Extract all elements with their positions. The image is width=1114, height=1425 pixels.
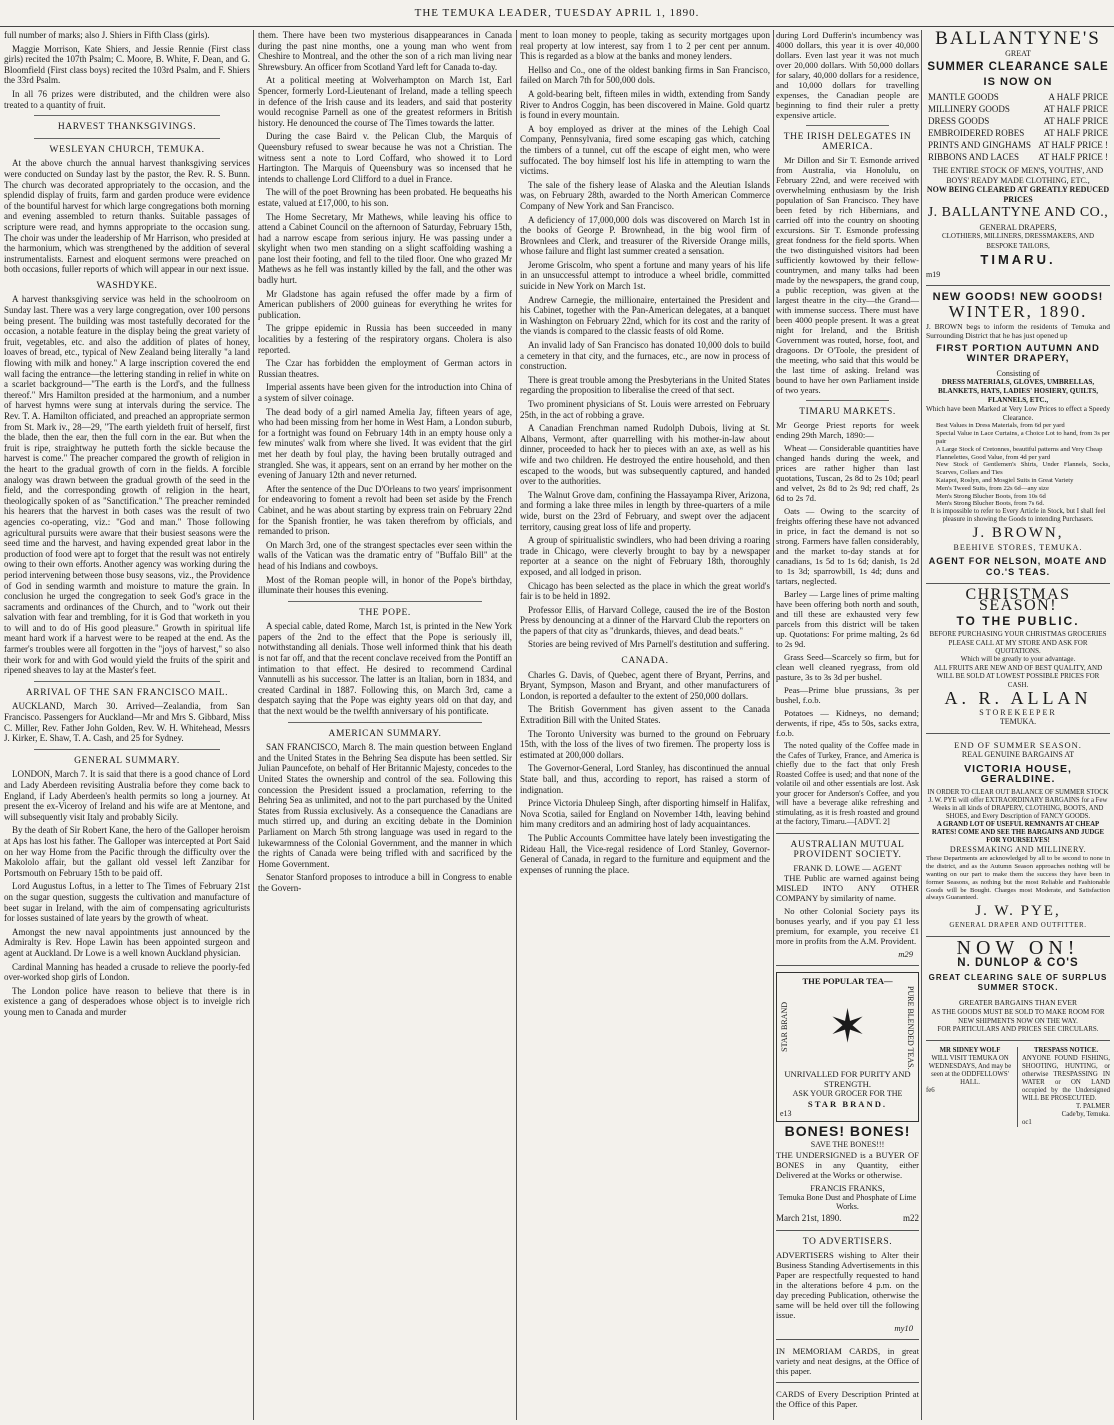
ad-code: m19 [926, 269, 941, 279]
divider [34, 115, 220, 116]
paragraph: The Public Accounts Committee have lately been investigating the Rideau Hall, the Vice-regal residence of Lord Stanley, Governor-General of Canada, in regard to the furniture and equipment and the expenses of running the place. [520, 832, 770, 875]
new-goods-intro: J. BROWN begs to inform the residents of Temuka and Surrounding District that he has just opened up [926, 321, 1110, 340]
paragraph: The Walnut Grove dam, confining the Hassayampa River, Arizona, and forming a lake three miles in length by three-quarters of a mile wide, burst on the 23rd of February, and swept over the adjacent territory, causing great loss of life and property. [520, 489, 770, 532]
paragraph: Charles G. Davis, of Quebec, agent there of Bryant, Perrins, and Bryant, Sympson, Mason and Bryant, and other manufacturers of London, is reported a defaulter to the extent of 250,000 dollars. [520, 669, 770, 701]
paragraph: A Canadian Frenchman named Rudolph Dubois, living at St. Albans, Vermont, after quarrelling with his mother-in-law about dinner, proceeded to hack her to pieces with an axe, as well as his wife and two children. He destroyed the entire household, and then escaped to the woods, but was subsequently captured, and handed over to the authorities. [520, 423, 770, 487]
column-rule [253, 30, 254, 1420]
section-heading: WASHDYKE. [96, 280, 158, 291]
divider [776, 1339, 919, 1340]
paragraph: A boy employed as driver at the mines of the Lehigh Coal Company, Pennsylvania, fired some escaping gas which, catching the timbers of a tunnel, cut off the escape of eight men, who were suffocated. The boy himself lost his life in attempting to warn the victims. [520, 123, 770, 177]
section-heading: THE POPE. [359, 607, 411, 618]
paragraph: Professor Ellis, of Harvard College, caused the ire of the Boston Press by denouncing at a dinner of the Harvard Club the reporters on the papers of that city as "drunkards, thieves, and dead beats." [520, 604, 770, 636]
paragraph: ment to loan money to people, taking as security mortgages upon real property at low interest, say from 1 to 2 per cent per annum. This is regarded as a blow at the banks and money lenders. [520, 30, 770, 62]
paragraph: No other Colonial Society pays its bonuses yearly, and if you pay £1 less premium, for example, you receive £1 more in profits from the A.M. Provident. [776, 905, 919, 946]
item-price: AT HALF PRICE [1043, 128, 1108, 139]
tea-advert [776, 972, 919, 1123]
ballantyne-name: BALLANTYNE'S [935, 30, 1101, 49]
paragraph: Hellso and Co., one of the oldest banking firms in San Francisco, failed on March 7th for 500,000 dols. [520, 64, 770, 86]
pye-name: J. W. PYE, [975, 903, 1061, 920]
divider [34, 681, 220, 682]
brown-agent: AGENT FOR NELSON, MOATE AND CO.'S TEAS. [928, 556, 1108, 577]
paragraph: Mr Gladstone has again refused the offer made by a firm of American publishers of 2000 guineas for everything he writes for publication. [258, 288, 512, 320]
list-item: New Stock of Gentlemen's Shirts, Under Flannels, Socks, Scarves, Collars and Ties [936, 461, 1110, 477]
bones-address: Temuka Bone Dust and Phosphate of Lime Works. [778, 1192, 917, 1212]
christmas-advantage: Which will be greatly to your advantage. [960, 655, 1076, 664]
paragraph: At a political meeting at Wolverhampton on March 1st, Earl Spencer, formerly Lord-Lieutenant of Ireland, made a telling speech in defence of the Irish cause and its leaders, and said that posterity would recognise Parnell as one of the greatest reformers in British history. He denounced the course of The Times towards the latter. [258, 75, 512, 128]
paragraph: Jerome Griscolm, who spent a fortune and many years of his life in an unsuccessful attempt to introduce a wheel bridle, committed suicide in New York on March 1st. [520, 259, 770, 292]
paragraph: LONDON, March 7. It is said that there is a good chance of Lord and Lady Aberdeen revisiting Australia before they come back to England, if Lady Aberdeen's health permits so long a journey. At present the ex-Viceroy of Ireland and his wife are at Mentone, and will subsequently visit Italy and probably Sicily. [4, 769, 250, 822]
divider [288, 722, 482, 723]
list-item: Special Value in Lace Curtains, a Choice Lot to hand, from 3s per pair [936, 430, 1110, 445]
paragraph: Mr Dillon and Sir T. Esmonde arrived from Australia, via Honolulu, on February 22nd, and were received with overwhelming enthusiasm by the Irish population of San Francisco. They have been feted by rich Hibernians, and carried off into the country on shooting excursions. Sir T. Esmonde professing great fondness for the field sports. When the two distinguished visitors had been sufficiently kowtowed by their fellow-countrymen, and many talks had been made by the newspapers, the grand coup, a public reception, was given at the largest theatre in the city—the Grand—with immense success. There must have been 4000 people present. It was a great night for Ireland, and the British Government was routed, horse, foot, and dragoons. Dr O'Toole, the president of the meeting, who said that this would be the last time of asking. Ireland was bound to have her own Parliament inside of two years. [776, 155, 919, 395]
paragraph: The British Government has given assent to the Canada Extradition Bill with the United States. [520, 704, 770, 726]
dunlop-greater: GREATER BARGAINS THAN EVER [959, 997, 1077, 1007]
allan-role: STOREKEEPER [979, 707, 1057, 717]
paragraph: full number of marks; also J. Shiers in Fifth Class (girls). [4, 30, 210, 40]
end-season-title: END OF SUMMER SEASON. [954, 739, 1082, 750]
section-heading: TIMARU MARKETS. [799, 407, 896, 417]
paragraph: The Home Secretary, Mr Mathews, while leaving his office to attend a Cabinet Council on the afternoon of Saturday, February 15th, had a narrow escape from serious injury. He was passing under a skylight when two men standing on a slight scaffolding washing a pane lost their footing, and fell to the tiled floor. One who grazed Mr Mathews as he fell was instantly killed by the fall, and the other was badly hurt. [258, 211, 512, 286]
section-heading: WESLEYAN CHURCH, TEMUKA. [49, 144, 205, 155]
paragraph: The dead body of a girl named Amelia Jay, fifteen years of age, who had been missing from her home in West Ham, a London suburb, for a fortnight was found on February 14th in an empty house only a few minutes' walk from where she lived. It was evident that the girl met her death by foul play, the having been brutally outraged and strangled. She was, it appears, sent on an errand by her mother on the evening of January 12th and never returned. [258, 406, 512, 481]
item-name: EMBROIDERED ROBES [928, 128, 1025, 139]
paragraph: Stories are being revived of Mrs Parnell's destitution and suffering. [528, 639, 770, 650]
paragraph: Wheat — Considerable quantities have changed hands during the week, and prices are rather higher than last quotations, Tuscan, 2s 8d to 2s 10d; pearl and velvet, 2s 8d to 2s 9d; red chaff, 2s 6d to 2s 7d. [776, 443, 919, 503]
wolf-notice [926, 1047, 1018, 1127]
agent-line: FRANK D. LOWE — AGENT [793, 862, 902, 873]
list-item: Flannelettes, Good Value, from 4d per yard [936, 453, 1051, 461]
christmas-public: TO THE PUBLIC. [956, 613, 1080, 628]
paragraph: A gold-bearing belt, fifteen miles in width, extending from Sandy River to Andros Coggin, has been discovered in Maine. Gold quartz is found in every mountain. [520, 88, 770, 121]
list-item [926, 91, 1110, 103]
paragraph: In all 76 prizes were distributed, and the children were also treated to a quantity of fruit. [4, 88, 250, 110]
ballantyne-great: GREAT [1005, 48, 1031, 58]
new-goods-winter: WINTER, 1890. [948, 302, 1088, 322]
column-adverts-right [926, 30, 1110, 1420]
trespass-address: Cade'by, Temuka. [1061, 1110, 1110, 1118]
column-rule [516, 30, 517, 1420]
list-item: Men's Strong Blucher Boots, from 7s 6d. [936, 500, 1045, 508]
paragraph: Two prominent physicians of St. Louis were arrested on February 25th, in the act of robbing a grave. [520, 399, 770, 420]
paragraph: During the case Baird v. the Pelican Club, the Marquis of Queensbury refused to swear because he was not a Christian. The witness sent a note to Lord Coffard, who showed it to Lord Hartington. The Marquis of Queensbury was so incensed that he intends to challenge Lord Clifford to a duel in France. [258, 131, 512, 184]
wolf-title: MR SIDNEY WOLF [939, 1046, 1001, 1054]
paragraph: A group of spiritualistic swindlers, who had been driving a roaring trade in Chicago, were cleverly brought to bay by a newspaper reporter at a seance on the night of February 18th, thoroughly exposed, and all lodged in prison. [520, 535, 770, 577]
dunlop-sale: GREAT CLEARING SALE OF SURPLUS SUMMER STOCK. [928, 972, 1108, 993]
item-name: MILLINERY GOODS [928, 104, 1010, 115]
ad-code: m29 [898, 948, 913, 959]
wolf-body: WILL VISIT TEMUKA ON WEDNESDAYS, And may be seen at the ODDFELLOWS' HALL. [928, 1054, 1012, 1086]
bones-name: FRANCIS FRANKS, [810, 1182, 885, 1193]
paragraph: Potatoes — Kidneys, no demand; derwents, if ripe, 45s to 50s, sacks extra, f.o.b. [776, 708, 919, 738]
paragraph: Chicago has been selected as the place in which the great world's fair is to be held in 1892. [520, 580, 770, 602]
paragraph: Most of the Roman people will, in honor of the Pope's birthday, illuminate their houses this evening. [258, 574, 512, 596]
christmas-title: CHRISTMAS SEASON! [965, 586, 1071, 614]
ad-code: oc1 [1022, 1118, 1032, 1126]
paragraph: ADVERTISERS wishing to Alter their Business Standing Advertisements in this Paper are respectfully requested to hand in the alterations before 4 p.m. on the day preceding Publication, otherwise the same will be held over till the following issue. [776, 1249, 919, 1320]
paragraph: Peas—Prime blue prussians, 3s per bushel, f.o.b. [776, 685, 919, 705]
victoria-remnants: A GRAND LOT OF USEFUL REMNANTS AT CHEAP RATES! COME AND SEE THE BARGAINS AND JUDGE FOR YOURSELVES! [931, 820, 1105, 844]
list-item [926, 127, 1110, 139]
allan-town: TEMUKA. [999, 717, 1037, 727]
list-item: Men's Strong Blucher Boots, from 10s 6d [936, 492, 1046, 500]
paragraph: THE Public are warned against being MISLED INTO ANY OTHER COMPANY by similarity of name. [776, 872, 919, 903]
ballantyne-sale: SUMMER CLEARANCE SALE [927, 61, 1109, 74]
column-2 [258, 30, 512, 1420]
paragraph: Grass Seed—Scarcely so firm, but for clean well cleaned ryegrass, from old pasture, 3s to 3s 3d per bushel. [776, 652, 919, 682]
paragraph: Amongst the new naval appointments just announced by the Admiralty is Rev. Hope Lawin has been appointed surgeon and agent at Auckland. Dr Lowe is a well known Auckland physician. [4, 926, 250, 958]
pye-role: GENERAL DRAPER AND OUTFITTER. [949, 920, 1087, 929]
paragraph: Mr George Priest reports for week ending 29th March, 1890:— [776, 420, 919, 440]
list-item: A Large Stock of Cretonnes, beautiful patterns and Very Cheap [936, 445, 1103, 453]
paragraph: The will of the poet Browning has been probated. He bequeaths his estate, valued at £17,000, to his son. [258, 187, 512, 208]
victoria-house: VICTORIA HOUSE, GERALDINE. [964, 762, 1072, 786]
column-4 [776, 30, 919, 1420]
divider [776, 1230, 919, 1231]
item-price: A HALF PRICE [1048, 92, 1108, 103]
new-goods-first: FIRST PORTION AUTUMN AND WINTER DRAPERY, [936, 342, 1100, 365]
new-goods-list: DRESS MATERIALS, GLOVES, UMBRELLAS, BLANKETS, HATS, LADIES' HOSIERY, QUILTS, FLANNELS, ETC., [937, 378, 1099, 404]
paragraph: THE UNDERSIGNED is a BUYER OF BONES in any Quantity, either Delivered at the Works or otherwise. [776, 1149, 919, 1180]
list-item [926, 103, 1110, 115]
ad-code: fe6 [926, 1086, 935, 1094]
paragraph: them. There have been two mysterious disappearances in Canada during the past nine months, one a young man who went from Cheshire to Montreal, and the other the son of a rich man living near Shrewsbury. An officer from Scotland Yard left for Canada to-day. [258, 30, 512, 72]
tea-ask: ASK YOUR GROCER FOR THE [792, 1089, 903, 1099]
paragraph: A deficiency of 17,000,000 dols was discovered on March 1st in the books of George P. Brownhead, in the big wool firm of Brownlees and Clerk, and treasurer of the Riverside Orange mills, whose failure and flight last summer created a sensation. [520, 214, 770, 257]
bones-title: BONES! BONES! [784, 1123, 911, 1140]
paragraph: SAN FRANCISCO, March 8. The main question between England and the United States in the Behring Sea dispute has been settled. Sir Julian Pauncefote, on behalf of Her Britannic Majesty, concedes to the United States the ownership and control of the sea. Following this concession the President issued a proclamation, referring to the Behring Sea as unlimited, and not to the part purchased by the United States from Russia exclusively. As a consequence the Canadians are much stirred up, and during an exciting debate in the Dominion Parliament on March 5th strong language was used in regard to the lukewarmness of the Colonial Government, and the manner in which the rights of Canada were being trifled with and sacrificed by the Home Government. [258, 742, 512, 869]
paragraph: An invalid lady of San Francisco has donated 10,000 dols to build a cemetery in that city, and the furnaces, etc., are now in process of construction. [520, 340, 770, 372]
paragraph: After the sentence of the Duc D'Orleans to two years' imprisonment for endeavoring to foment a revolt had been set aside by the French Cabinet, and he was about starting by express train on February 22nd for the Spanish frontier, he was taken therefrom by officials, and remanded to prison. [258, 483, 512, 537]
paragraph: Oats — Owing to the scarcity of freights offering these have not advanced in price, in fact the demand is not so strong. Farmers have fallen considerably, and the market to-day stands at for canadians, 1s 5d to 1s 6d; danish, 1s 2d to 1s 3d; sparrowbill, 1s 4d; duns and tartars, neglected. [776, 506, 919, 586]
list-item [926, 151, 1110, 163]
item-name: RIBBONS AND LACES [928, 152, 1020, 163]
divider [926, 583, 1110, 584]
ballantyne-drapers: GENERAL DRAPERS, [979, 222, 1057, 232]
paragraph: Cardinal Manning has headed a crusade to relieve the poorly-fed over-worked shop girls of London. [4, 961, 250, 983]
section-heading: ARRIVAL OF THE SAN FRANCISCO MAIL. [25, 687, 229, 698]
ballantyne-town: TIMARU. [980, 252, 1056, 268]
victoria-dressmaking: DRESSMAKING AND MILLINERY. [949, 844, 1087, 854]
paragraph: Senator Stanford proposes to introduce a bill in Congress to enable the Govern- [258, 872, 512, 893]
section-heading: GENERAL SUMMARY. [74, 755, 180, 766]
paragraph: On March 3rd, one of the strangest spectacles ever seen within the walls of the Vatican was the dramatic entry of "Buffalo Bill" at the head of his Indians and cowboys. [258, 539, 512, 571]
bones-date: March 21st, 1890. [776, 1212, 842, 1223]
ad-code: my10 [894, 1322, 913, 1333]
paragraph: The grippe epidemic in Russia has been succeeded in many localities by a festering of the respiratory organs. Cholera is also reported. [258, 323, 512, 355]
new-goods-marked: Which have been Marked at Very Low Prices to effect a Speedy Clearance. [926, 404, 1110, 422]
list-item: Best Values in Dress Materials, from 6d per yard [936, 422, 1065, 430]
paragraph: Lord Augustus Loftus, in a letter to The Times of February 21st on the sugar question, suggests the cultivation and manufacture of beet sugar in Ireland, with the aim of compensating agriculturists for losses sustained of late years by the growth of wheat. [4, 881, 250, 924]
section-heading: HARVEST THANKSGIVINGS. [57, 122, 197, 133]
christmas-body: BEFORE PURCHASING YOUR CHRISTMAS GROCERIES PLEASE CALL AT MY STORE AND ASK FOR QUOTATIONS. [929, 630, 1107, 655]
section-heading: THE IRISH DELEGATES IN AMERICA. [783, 132, 912, 152]
trespass-notice [1022, 1047, 1110, 1127]
item-name: DRESS GOODS [928, 116, 990, 127]
new-goods-lines [926, 422, 1110, 508]
paragraph: The Czar has forbidden the employment of German actors in Russian theatres. [258, 358, 512, 379]
section-heading: CANADA. [621, 656, 669, 667]
paragraph: There is great trouble among the Presbyterians in the United States regarding the proposition to liberalise the creed of that sect. [520, 374, 770, 396]
section-heading: AMERICAN SUMMARY. [328, 728, 442, 739]
dunlop-circulars: FOR PARTICULARS AND PRICES SEE CIRCULARS. [937, 1025, 1099, 1034]
list-item [926, 115, 1110, 127]
divider [34, 138, 220, 139]
ballantyne-stock: THE ENTIRE STOCK OF MEN'S, YOUTHS', AND BOYS' READY MADE CLOTHING, ETC., [932, 166, 1104, 185]
paragraph: CARDS of Every Description Printed at the Office of this Paper. [776, 1388, 919, 1409]
divider [806, 400, 889, 401]
paragraph: Imperial assents have been given for the introduction into China of a system of silver coinage. [258, 382, 512, 403]
tea-body: UNRIVALLED FOR PURITY AND STRENGTH. [784, 1069, 911, 1090]
masthead: THE TEMUKA LEADER, TUESDAY APRIL 1, 1890. [0, 0, 1114, 27]
divider [926, 733, 1110, 734]
ballantyne-now: IS NOW ON [983, 75, 1053, 88]
new-goods-title: NEW GOODS! NEW GOODS! [932, 291, 1104, 304]
trespass-body: ANYONE FOUND FISHING, SHOOTING, HUNTING, or otherwise TRESPASSING IN WATER or ON LAND occupied by the Undersigned WILL BE PROSECUTED. [1022, 1054, 1110, 1102]
divider [34, 749, 220, 750]
ad-code: m22 [902, 1212, 919, 1223]
tea-title: THE POPULAR TEA— [802, 975, 893, 986]
ballantyne-cleared: NOW BEING CLEARED AT GREATLY REDUCED PRICES [926, 185, 1110, 204]
paragraph: By the death of Sir Robert Kane, the hero of the Galloper heroism at Aps has lost his father. The Galloper was intercepted at Port Said on her way Home from the Pacific through the difficulty over the Makololo affair, but the gallant old vessel left Zanzibar for Portsmouth on February 15th to be paid off. [4, 825, 250, 878]
paragraph: At the above church the annual harvest thanksgiving services were conducted on Sunday last by the pastor, the Rev. R. S. Bunn. The church was decorated appropriately to the occasion, and the splendid display of fruits, farm and garden produce were evidence of the bountiful harvest for which large congregations both morning and evening assembled to return thanks. Suitable passages of scripture were read, and hymns appropriate to the occasion sung. The choir was under the leadership of Mr Harrison, who presided at the harmonium, which was strengthened by the addition of several instrumentalists. Earnest and eloquent sermons were preached on both occasions, fuller reports of which will appear in our next issue. [4, 158, 250, 275]
trespass-title: TRESPASS NOTICE. [1033, 1046, 1099, 1054]
paragraph: The Governor-General, Lord Stanley, has discontinued the annual State ball, and thus, according to report, has raised a storm of indignation. [520, 763, 770, 795]
end-season-real: REAL GENUINE BARGAINS AT [961, 750, 1075, 760]
divider [926, 1040, 1110, 1041]
paragraph: The London police have reason to believe that there is in existence a gang of desperadoes whose object is to inveigle rich young men to Canada and murder [4, 985, 250, 1017]
brown-address: BEEHIVE STORES, TEMUKA. [953, 542, 1083, 552]
dunlop-name: N. DUNLOP & CO'S [957, 956, 1079, 969]
item-price: AT HALF PRICE ! [1038, 140, 1108, 151]
divider [776, 965, 919, 966]
list-item [926, 139, 1110, 151]
ad-code: e13 [780, 1108, 792, 1118]
column-3 [520, 30, 770, 1420]
bones-sub: SAVE THE BONES!!! [810, 1140, 885, 1150]
tea-side-label: STAR BRAND [780, 1002, 789, 1053]
section-heading: AUSTRALIAN MUTUAL PROVIDENT SOCIETY. [790, 839, 905, 860]
divider [806, 125, 889, 126]
star-icon: ✶ [828, 1001, 867, 1053]
paragraph: during Lord Dufferin's incumbency was 4000 dollars, this year it is over 40,000 dollars. Even last year it was not much over 20,000 dollars. With 50,000 dollars for salary, 40,000 dollars for a residence, and 10,000 dollars for travelling expenses, the Canadian people are beginning to find their ruler a pretty expensive article. [776, 30, 919, 120]
paragraph: A harvest thanksgiving service was held in the schoolroom on Sunday last. There was a very large congregation, over 100 persons being present. The building was most tastefully decorated for the occasion, a notable feature in the display being the great variety of fruit, vegetables, etc. and also the addition of plates of honey, loaves of bread, etc., typical of New Zealand being literally "a land flowing with milk and honey." A large inscription covered the end wall facing the entrance—the lettering standing in relief in white on a scarlet background—"The earth is the Lord's, and the fullness thereof." Mrs Hamilton presided at the harmonium, and a number of harvest hymns were sung at intervals during the service. The Rev. T. A. Hamilton officiated, and preached an appropriate sermon from St. Mark iv., 28—29, "The earth yieldeth fruit of herself, first the blade, then the ear, then the full corn in the ear. But when the fruit is ripe, straightway he putteth forth the sickle because the harvest is come." The preacher compared the growth of religion in the heart to the gradual growth of corn in the fields. A forcible analogy was drawn between the gradual growth of the seed in the field, and the corresponding growth of religion in the heart, theologically spoken of as "Sanctification." The preacher reminded his hearers that the harvest in both cases was the result of two agencies co-operating, viz.: "God and man." Those following agricultural pursuits were aware that their busiest seasons were the seed time and the harvest, and having expended great labor in the production of food were apt to forget that the result was not entirely owing to their own efforts. Another agency was working during the period intervening between those busy seasons, viz., the Providence of God in sending warmth and moisture to mature the grain. In conclusion he urged the congregation to seek God's grace in the sacraments and ordinances of the Church, and to "work out their salvation with fear and trembling, for it is God that worketh in you to will and to do of His good pleasure." Growth in spiritual life meant hard work if a harvest were to be reaped at the end. As the farmer's troubles were all forgotten in the "joys of harvest," so also their work for and with God would yield the fruits of the spirit and ripened sheaves to lay at the Master's feet. [4, 294, 250, 676]
new-goods-impossible: It is impossible to refer to Every Article in Stock, but I shall feel pleasure in showing the Goods to intending Purchasers. [930, 508, 1106, 524]
ballantyne-price-list [926, 91, 1110, 163]
victoria-body: IN ORDER TO CLEAR OUT BALANCE OF SUMMER STOCK J. W. PYE will offer EXTRAORDINARY BARGAINS for a Few Weeks in all kinds of DRAPERY, CLOTHING, BOOTS, AND SHOES, and Every Description of FANCY GOODS. [927, 788, 1109, 820]
tea-side-label: PURE BLENDED TEAS. [905, 985, 915, 1070]
paragraph: The noted quality of the Coffee made in the Cafes of Turkey, France, and America is chiefly due to the fact that only Fresh Roasted Coffee is used; and that none of the volatile oil and other essentials are lost. Ask your grocer for Anderson's Coffee, and you will have a beverage alike refreshing and stimulating, as it is fresh roasted and ground at the factory, Timaru.—[ADVT. 2] [776, 741, 919, 826]
item-price: AT HALF PRICE ! [1038, 152, 1108, 163]
paragraph: IN MEMORIAM CARDS, in great variety and neat designs, at the Office of this paper. [776, 1345, 919, 1376]
item-name: PRINTS AND GINGHAMS [928, 140, 1032, 151]
ballantyne-company: J. BALLANTYNE AND CO., [927, 205, 1109, 221]
victoria-departments: These Departments are acknowledged by all to be second to none in the district, and as the Autumn Season approaches nothing will be wanting on our part to make them the success they have been in former Seasons, as nothing but the most Reliable and Fashionable Goods will be Bought. Charges most Moderate, and Satisfaction always Guaranteed. [926, 855, 1110, 902]
paragraph: Maggie Morrison, Kate Shiers, and Jessie Rennie (First class girls) recited the 107th Psalm; C. Moore, B. White, F. Dean, and G. Bloomfield (First class boys) recited the 103rd Psalm, and F. Shiers the 33rd Psalm. [4, 43, 250, 86]
item-name: MANTLE GOODS [928, 92, 999, 103]
paragraph: Prince Victoria Dhuleep Singh, after disporting himself in Halifax, Nova Scotia, sailed for England on November 14th, leaving behind him many creditors and an admiring host of lady acquaintances. [520, 798, 770, 830]
now-on: NOW ON! [956, 937, 1080, 960]
divider [776, 833, 919, 834]
paragraph: A special cable, dated Rome, March 1st, is printed in the New York papers of the 2nd to the effect that the Pope is seriously ill, notwithstanding all denials. Those well informed think that his death is not far off, and that the recent conclave received from the Pontiff an intimation to that effect. He desired to recommend Cardinal Vannutelli as his successor. The latter is an Italian, born in 1834, and created Cardinal in 1887. Following this, on March 3rd, came a despatch saying that the Pope was eighty years old on that day, and that the next would be the twelfth anniversary of his pontificate. [258, 621, 512, 717]
bones-footer [776, 1212, 919, 1224]
paragraph: The sale of the fishery lease of Alaska and the Aleutian Islands was, on February 28th, awarded to the North American Commerce Company of New York and San Francisco. [520, 179, 770, 211]
column-1 [4, 30, 250, 1420]
brown-name: J. BROWN, [972, 525, 1064, 542]
dunlop-body: AS THE GOODS MUST BE SOLD TO MAKE ROOM FOR NEW SHIPMENTS NOW ON THE WAY. [931, 1008, 1105, 1025]
section-heading: TO ADVERTISERS. [802, 1236, 893, 1247]
column-rule [773, 30, 774, 1420]
paragraph: AUCKLAND, March 30. Arrived—Zealandia, from San Francisco. Passengers for Auckland—Mr and Mrs S. Gibbard, Miss C. Miller, Rev. Father John Golden, Rev. W. H. Whitehead, Messrs J. Kirker, E. Shaw, T. A. Cash, and 25 for Sydney. [4, 701, 250, 744]
tea-brand: STAR BRAND. [807, 1098, 888, 1109]
bottom-notices [926, 1047, 1110, 1127]
paragraph: Andrew Carnegie, the millionaire, entertained the President and his Cabinet, together with the Pan-American delegates, at a banquet in Washington on February 22nd, which for its cost and the rarity of the viands is compared to the classic feasts of old Rome. [520, 294, 770, 337]
ballantyne-trades: CLOTHIERS, MILLINERS, DRESSMAKERS, AND BESPOKE TAILORS, [941, 232, 1095, 250]
column-rule [921, 30, 922, 1420]
list-item: Men's Tweed Suits, from 22s 6d—any size [936, 484, 1049, 492]
christmas-fruits: ALL FRUITS ARE NEW AND OF BEST QUALITY, AND WILL BE SOLD AT LOWEST POSSIBLE PRICES FOR CASH. [933, 663, 1103, 689]
trespass-signature: T. PALMER [1076, 1102, 1110, 1110]
divider [288, 601, 482, 602]
paragraph: Barley — Large lines of prime malting have been offering both north and south, and till these are exhausted very few parcels from this district will be taken up. Quotations: For prime malting, 2s 6d to 2s 9d. [776, 589, 919, 649]
divider [776, 1382, 919, 1383]
paragraph: The Toronto University was burned to the ground on February 15th, with the loss of the lives of two firemen. The property loss is estimated at 200,000 dollars. [520, 728, 770, 760]
item-price: AT HALF PRICE [1043, 116, 1108, 127]
allan-name: A. R. ALLAN [944, 688, 1092, 708]
new-goods-consist: Consisting of [996, 368, 1040, 378]
divider [926, 285, 1110, 286]
item-price: AT HALF PRICE [1043, 104, 1108, 115]
list-item: Kaiapoi, Roslyn, and Mosgiel Suits in Great Variety [936, 476, 1074, 484]
